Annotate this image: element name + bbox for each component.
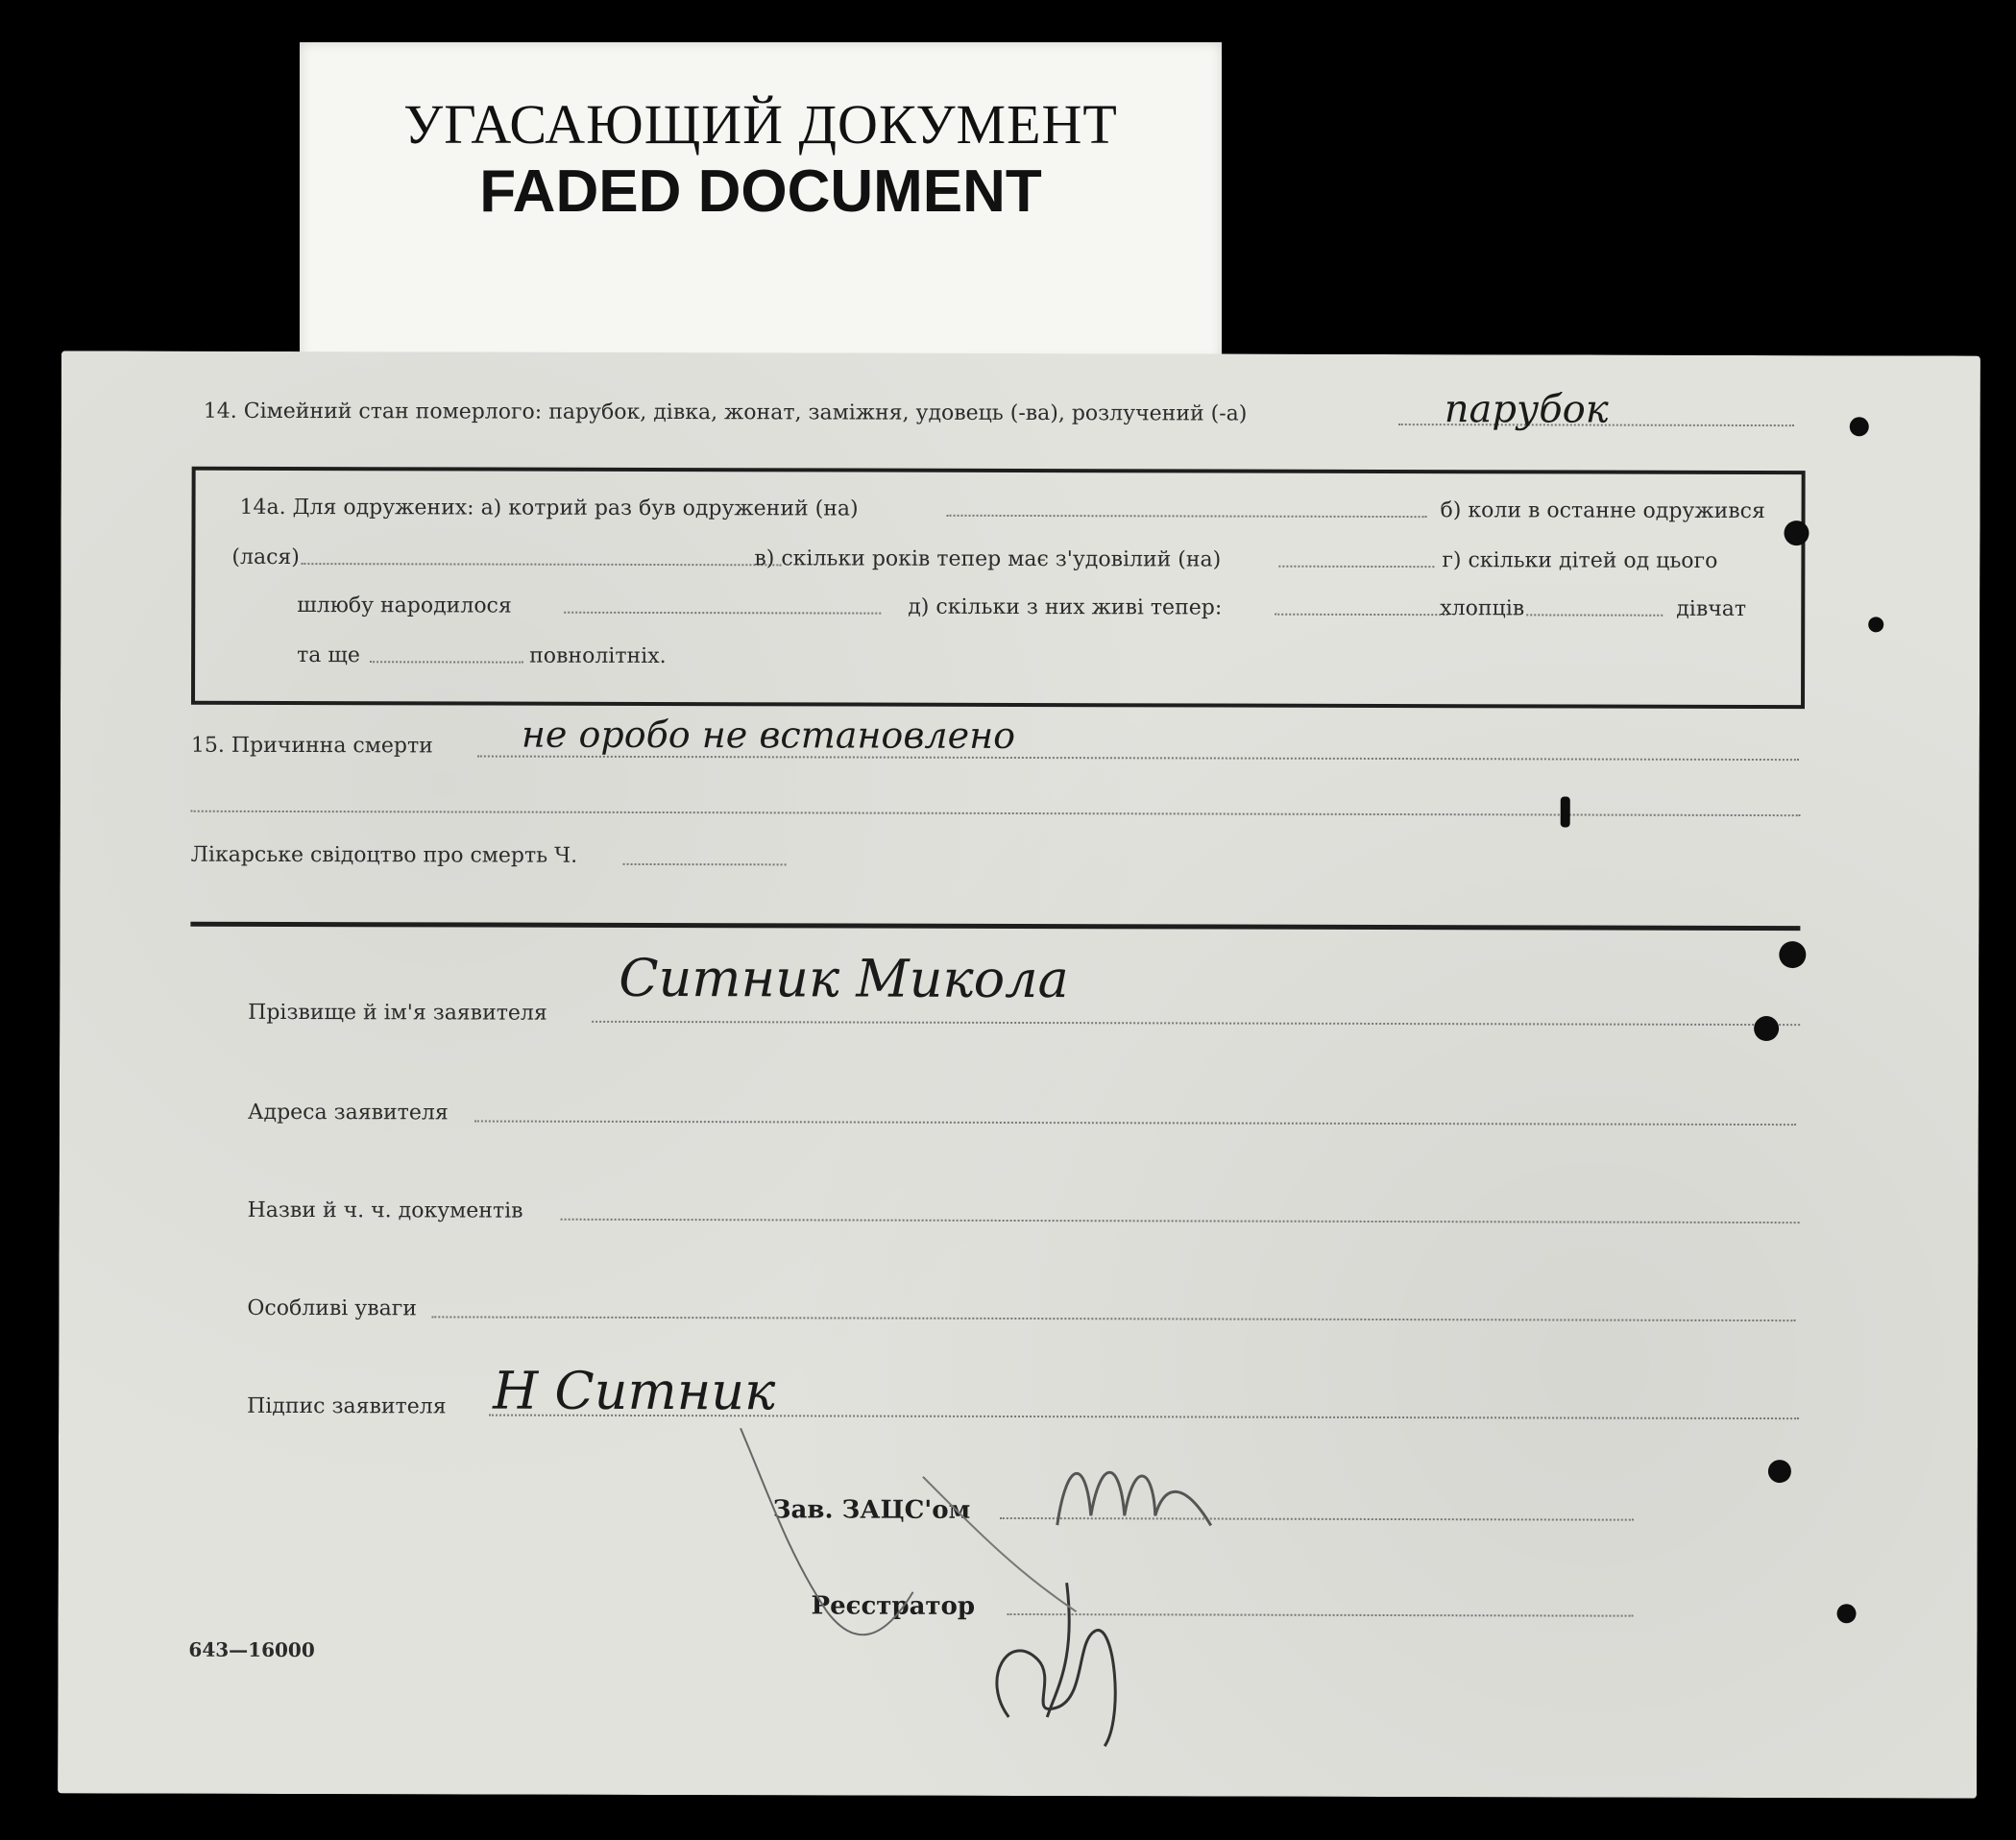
applicant-name-value: Ситник Микола	[619, 947, 1069, 1010]
punch-hole	[1784, 521, 1809, 545]
married-times-label: 14а. Для одружених: а) котрий раз був одружений (на)	[239, 495, 859, 521]
also-label: та ще	[297, 643, 360, 668]
boys-label: хлопців	[1440, 596, 1525, 621]
banner-english-text: FADED DOCUMENT	[479, 158, 1042, 225]
children-born-label: шлюбу народилося	[297, 593, 512, 618]
applicant-address-line	[474, 1121, 1796, 1126]
marital-status-value: парубок	[1444, 387, 1609, 432]
documents-line	[561, 1219, 1800, 1223]
applicant-name-line	[592, 1021, 1800, 1026]
punch-hole	[1779, 941, 1806, 968]
applicant-signature-label: Підпис заявителя	[247, 1393, 447, 1419]
applicant-name-label: Прізвище й ім'я заявителя	[248, 1000, 547, 1026]
registrar-label: Реєстратор	[811, 1591, 976, 1621]
marital-status-label: 14. Сімейний стан померлого: парубок, дівка, жонат, заміжня, удовець (-ва), розлучений (-а)	[203, 399, 1248, 426]
cause-of-death-label: 15. Причинна смерти	[190, 733, 433, 759]
punch-hole	[1837, 1604, 1857, 1623]
last-married-suffix: (лася)	[231, 545, 300, 570]
registry-head-label: Зав. ЗАЦС'ом	[772, 1495, 971, 1525]
special-notes-label: Особливі уваги	[247, 1295, 417, 1321]
cause-of-death-value: не оробо не встановлено	[521, 713, 1016, 757]
last-married-label: б) коли в останне одружився	[1440, 498, 1765, 524]
form-code: 643—16000	[188, 1637, 315, 1662]
medical-certificate-line	[623, 863, 787, 865]
children-alive-label: д) скільки з них живі тепер:	[908, 594, 1223, 620]
banner-russian-text: УГАСАЮЩИЙ ДОКУМЕНТ	[403, 93, 1118, 156]
adults-line	[370, 661, 523, 663]
special-notes-line	[431, 1316, 1795, 1321]
medical-certificate-label: Лікарське свідоцтво про смерть Ч.	[190, 842, 578, 868]
faded-document-banner	[300, 42, 1222, 361]
widowed-years-label: в) скільки років тепер має з'удовілий (на)	[754, 546, 1222, 572]
boys-line	[1526, 614, 1663, 616]
children-count-label: г) скільки дітей од цього	[1442, 548, 1718, 573]
punch-hole	[1754, 1016, 1779, 1041]
widowed-years-line	[1278, 566, 1434, 568]
applicant-signature-flourish	[730, 1418, 1115, 1688]
death-record-form	[58, 351, 1980, 1798]
cause-of-death-line	[477, 756, 1799, 762]
girls-label: дівчат	[1676, 596, 1747, 621]
section-divider	[190, 922, 1800, 931]
cause-of-death-line-2	[191, 811, 1801, 816]
documents-label: Назви й ч. ч. документів	[247, 1198, 523, 1223]
adults-label: повнолітніх.	[529, 643, 667, 669]
applicant-address-label: Адреса заявителя	[247, 1100, 449, 1126]
punch-hole	[1768, 1460, 1791, 1483]
applicant-signature-value: Н Ситник	[493, 1360, 776, 1422]
punch-hole	[1868, 617, 1883, 632]
punch-hole	[1850, 417, 1869, 436]
ink-mark	[1561, 796, 1570, 827]
